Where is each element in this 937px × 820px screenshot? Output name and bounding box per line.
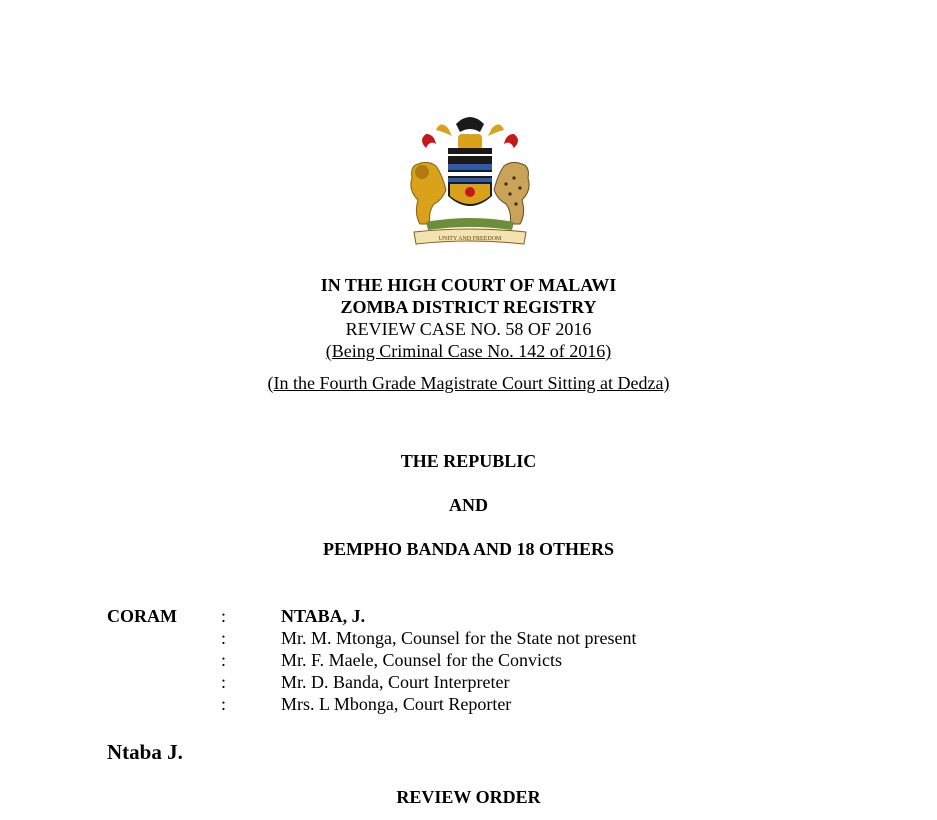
order-title: REVIEW ORDER <box>396 787 541 807</box>
registry-name: ZOMBA DISTRICT REGISTRY <box>340 297 597 317</box>
coram-state-counsel: Mr. M. Mtonga, Counsel for the State not present <box>281 628 637 648</box>
court-name: IN THE HIGH COURT OF MALAWI <box>320 275 617 295</box>
judge-name: Ntaba J. <box>107 740 183 764</box>
coram-separator: : <box>221 650 227 670</box>
emblem-motto: UNITY AND FREEDOM <box>438 236 502 242</box>
coram-separator: : <box>221 628 227 648</box>
coram-interpreter: Mr. D. Banda, Court Interpreter <box>281 672 510 692</box>
coram-convicts-counsel: Mr. F. Maele, Counsel for the Convicts <box>281 650 563 670</box>
lower-court-reference: (In the Fourth Grade Magistrate Court Sitting at Dedza) <box>267 373 670 393</box>
coram-separator: : <box>221 672 227 692</box>
coram-reporter: Mrs. L Mbonga, Court Reporter <box>281 694 512 714</box>
party-conjunction: AND <box>449 495 488 515</box>
case-heading <box>0 274 937 362</box>
coram-separator: : <box>221 606 227 626</box>
review-case-number: REVIEW CASE NO. 58 OF 2016 <box>345 319 592 339</box>
defendant-party: PEMPHO BANDA AND 18 OTHERS <box>322 539 615 559</box>
plaintiff-party: THE REPUBLIC <box>400 451 537 471</box>
coram-label: CORAM <box>107 606 177 626</box>
coram-separator: : <box>221 694 227 714</box>
coram-judge: NTABA, J. <box>281 606 366 626</box>
criminal-case-reference: (Being Criminal Case No. 142 of 2016) <box>325 341 612 361</box>
malawi-coat-of-arms-icon <box>396 104 544 252</box>
